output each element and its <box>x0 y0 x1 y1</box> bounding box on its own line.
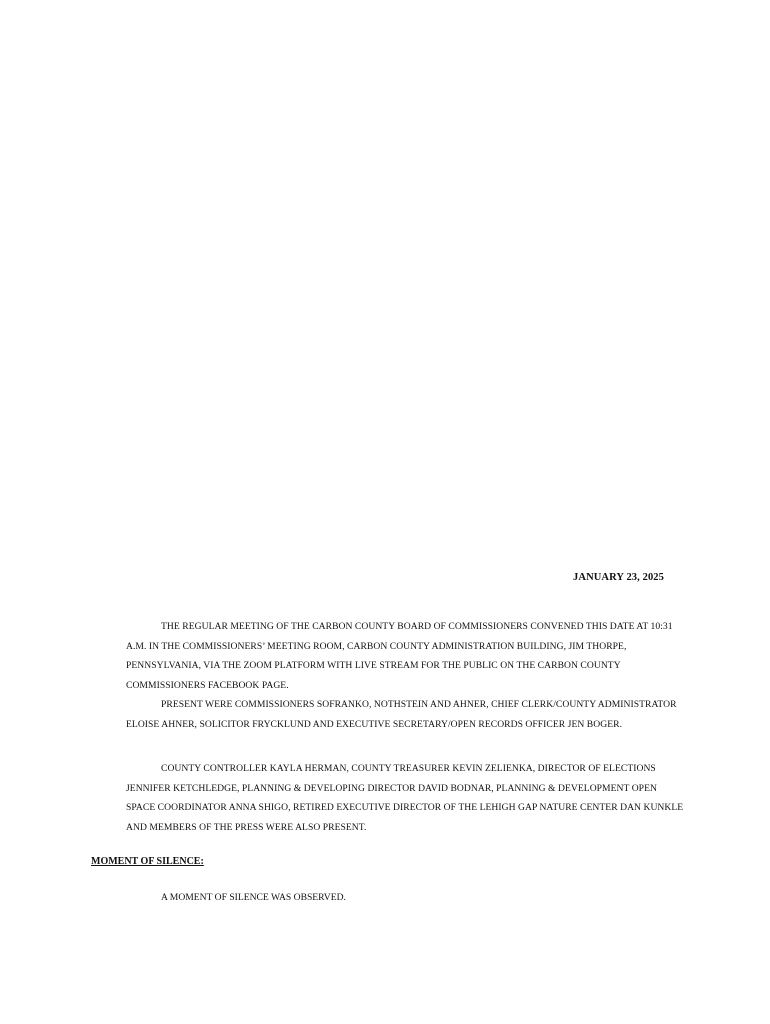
moment-of-silence-heading: MOMENT OF SILENCE: <box>91 856 204 867</box>
moment-of-silence-text: A MOMENT OF SILENCE WAS OBSERVED. <box>161 892 346 903</box>
meeting-date: JANUARY 23, 2025 <box>573 572 664 583</box>
meeting-convened-paragraph: THE REGULAR MEETING OF THE CARBON COUNTY BOARD OF COMMISSIONERS CONVENED THIS DATE AT 10:31 A.M. IN THE COMMISSIONERS’ MEETING ROOM, CARBON COUNTY ADMINISTRATION BUILDING, JIM THORPE, PENNSYLVANIA, VIA THE ZOOM PLATFORM WITH LIVE STREAM FOR THE PUBLIC ON THE CARBON COUNTY COMMISSIONERS FACEBOOK PAGE. <box>126 621 673 691</box>
attendees-paragraph: PRESENT WERE COMMISSIONERS SOFRANKO, NOTHSTEIN AND AHNER, CHIEF CLERK/COUNTY ADMINISTRATOR ELOISE AHNER, SOLICITOR FRYCKLUND AND EXECUTIVE SECRETARY/OPEN RECORDS OFFICER JEN BOGER. <box>126 699 677 730</box>
also-present-paragraph: COUNTY CONTROLLER KAYLA HERMAN, COUNTY TREASURER KEVIN ZELIENKA, DIRECTOR OF ELECTIONS JENNIFER KETCHLEDGE, PLANNING & DEVELOPING DIRECTOR DAVID BODNAR, PLANNING & DEVELOPMENT OPEN SPACE COORDINATOR ANNA SHIGO, RETIRED EXECUTIVE DIRECTOR OF THE LEHIGH GAP NATURE CENTER DAN KUNKLE AND MEMBERS OF THE PRESS WERE ALSO PRESENT. <box>126 763 684 833</box>
